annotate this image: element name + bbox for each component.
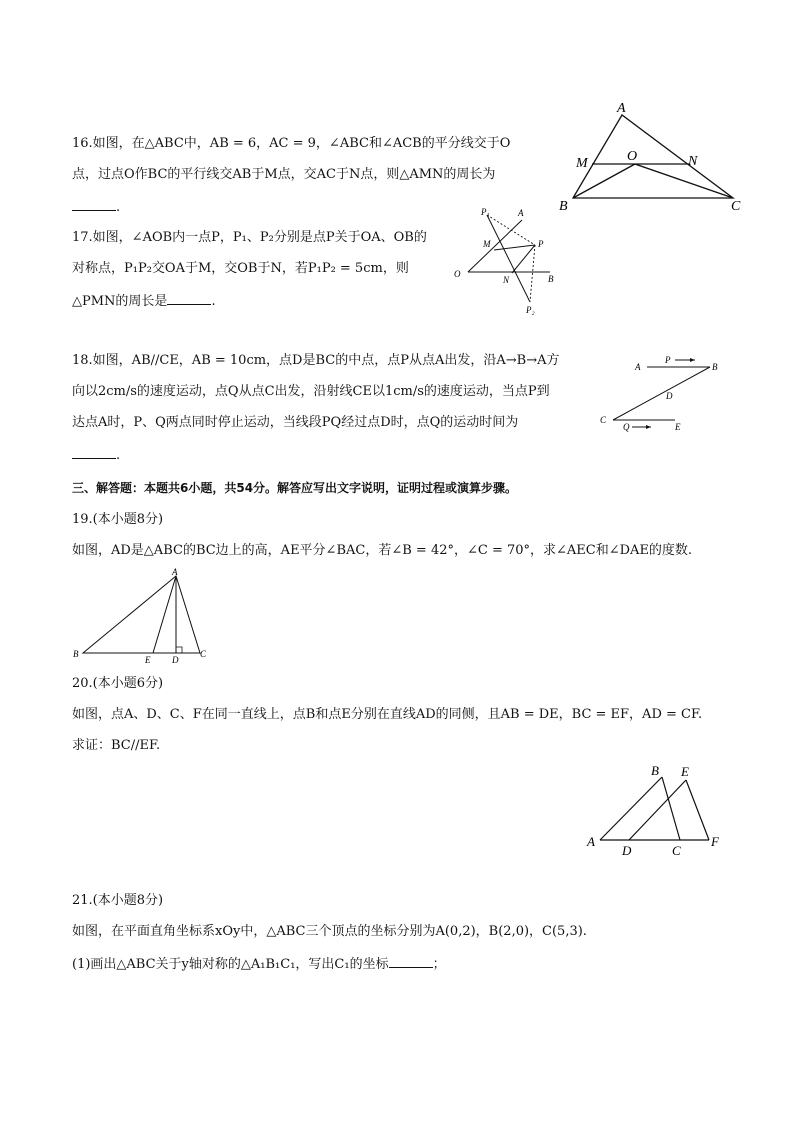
label-C: C bbox=[600, 415, 607, 425]
q20-head: 20.(本小题6分) bbox=[72, 676, 164, 691]
answer-blank[interactable] bbox=[167, 292, 211, 305]
label-B: B bbox=[548, 274, 554, 284]
figure-20 bbox=[585, 762, 725, 857]
q17-line2: 对称点，P₁P₂交OA于M，交OB于N，若P₁P₂ = 5cm，则 bbox=[72, 261, 409, 276]
label-A: A bbox=[587, 834, 595, 849]
q18-line3: 达点A时，P、Q两点同时停止运动，当线段PQ经过点D时，点Q的运动时间为 bbox=[72, 415, 519, 430]
label-F: F bbox=[711, 834, 719, 849]
q18-answer-line: . bbox=[72, 446, 120, 464]
q21-part1: (1)画出△ABC关于y轴对称的△A₁B₁C₁，写出C₁的坐标 ； bbox=[72, 957, 446, 972]
label-C: C bbox=[672, 843, 681, 858]
label-C: C bbox=[731, 199, 741, 214]
q17-line3: △PMN的周长是 . bbox=[72, 294, 216, 309]
label-A: A bbox=[518, 208, 524, 218]
q19-body: 如图，AD是△ABC的BC边上的高，AE平分∠BAC，若∠B = 42°，∠C = 70°，求∠AEC和∠DAE的度数. bbox=[72, 543, 693, 558]
q18-line2: 向以2cm/s的速度运动，点Q从点C出发，沿射线CE以1cm/s的速度运动，当点P到 bbox=[72, 384, 550, 399]
answer-blank[interactable] bbox=[389, 955, 433, 968]
label-B: B bbox=[651, 763, 659, 778]
q21-body: 如图，在平面直角坐标系xOy中，△ABC三个顶点的坐标分别为A(0,2)，B(2,0)，C(5,3). bbox=[72, 924, 587, 939]
q17-line1: 17.如图，∠AOB内一点P，P₁、P₂分别是点P关于OA、OB的 bbox=[72, 230, 427, 245]
label-P1: P₁ bbox=[481, 207, 490, 217]
label-D: D bbox=[172, 655, 179, 665]
figure-16 bbox=[555, 100, 755, 215]
label-M: M bbox=[483, 239, 491, 249]
q20-body: 如图，点A、D、C、F在同一直线上，点B和点E分别在直线AD的同侧，且AB = DE，BC = EF，AD = CF. bbox=[72, 707, 703, 722]
q16-line1: 16.如图，在△ABC中，AB = 6，AC = 9，∠ABC和∠ACB的平分线交于O bbox=[72, 136, 511, 151]
label-D: D bbox=[622, 843, 632, 858]
label-E: E bbox=[675, 422, 681, 432]
q20-prove: 求证：BC//EF. bbox=[72, 738, 161, 753]
label-A: A bbox=[172, 567, 178, 577]
period: . bbox=[116, 200, 121, 215]
figure-17 bbox=[450, 205, 560, 317]
label-A: A bbox=[635, 362, 641, 372]
label-C: C bbox=[200, 649, 207, 659]
label-E: E bbox=[681, 764, 689, 779]
answer-blank[interactable] bbox=[72, 446, 116, 459]
figure-18 bbox=[595, 352, 730, 437]
label-B: B bbox=[73, 649, 79, 659]
label-P2: P₂ bbox=[526, 305, 535, 315]
q18-line1: 18.如图，AB//CE，AB = 10cm，点D是BC的中点，点P从点A出发，沿A→B→A方 bbox=[72, 353, 560, 368]
label-D: D bbox=[666, 391, 673, 401]
label-A: A bbox=[617, 101, 626, 116]
section-3-heading: 三、解答题：本题共6小题，共54分。解答应写出文字说明，证明过程或演算步骤。 bbox=[72, 481, 518, 495]
label-B: B bbox=[559, 199, 568, 214]
q16-line2: 点，过点O作BC的平行线交AB于M点，交AC于N点，则△AMN的周长为 bbox=[72, 167, 496, 182]
label-M: M bbox=[576, 156, 588, 171]
label-O: O bbox=[627, 149, 638, 164]
label-O: O bbox=[454, 269, 461, 279]
label-P: P bbox=[665, 355, 671, 365]
label-B: B bbox=[712, 362, 718, 372]
answer-blank[interactable] bbox=[72, 198, 116, 211]
label-N: N bbox=[503, 275, 510, 285]
figure-19 bbox=[68, 566, 218, 666]
label-N: N bbox=[688, 154, 698, 169]
label-P: P bbox=[538, 239, 544, 249]
label-E: E bbox=[145, 655, 151, 665]
q16-answer-line bbox=[72, 198, 120, 216]
q21-head: 21.(本小题8分) bbox=[72, 893, 164, 908]
label-Q: Q bbox=[623, 422, 630, 432]
q19-head: 19.(本小题8分) bbox=[72, 512, 164, 527]
